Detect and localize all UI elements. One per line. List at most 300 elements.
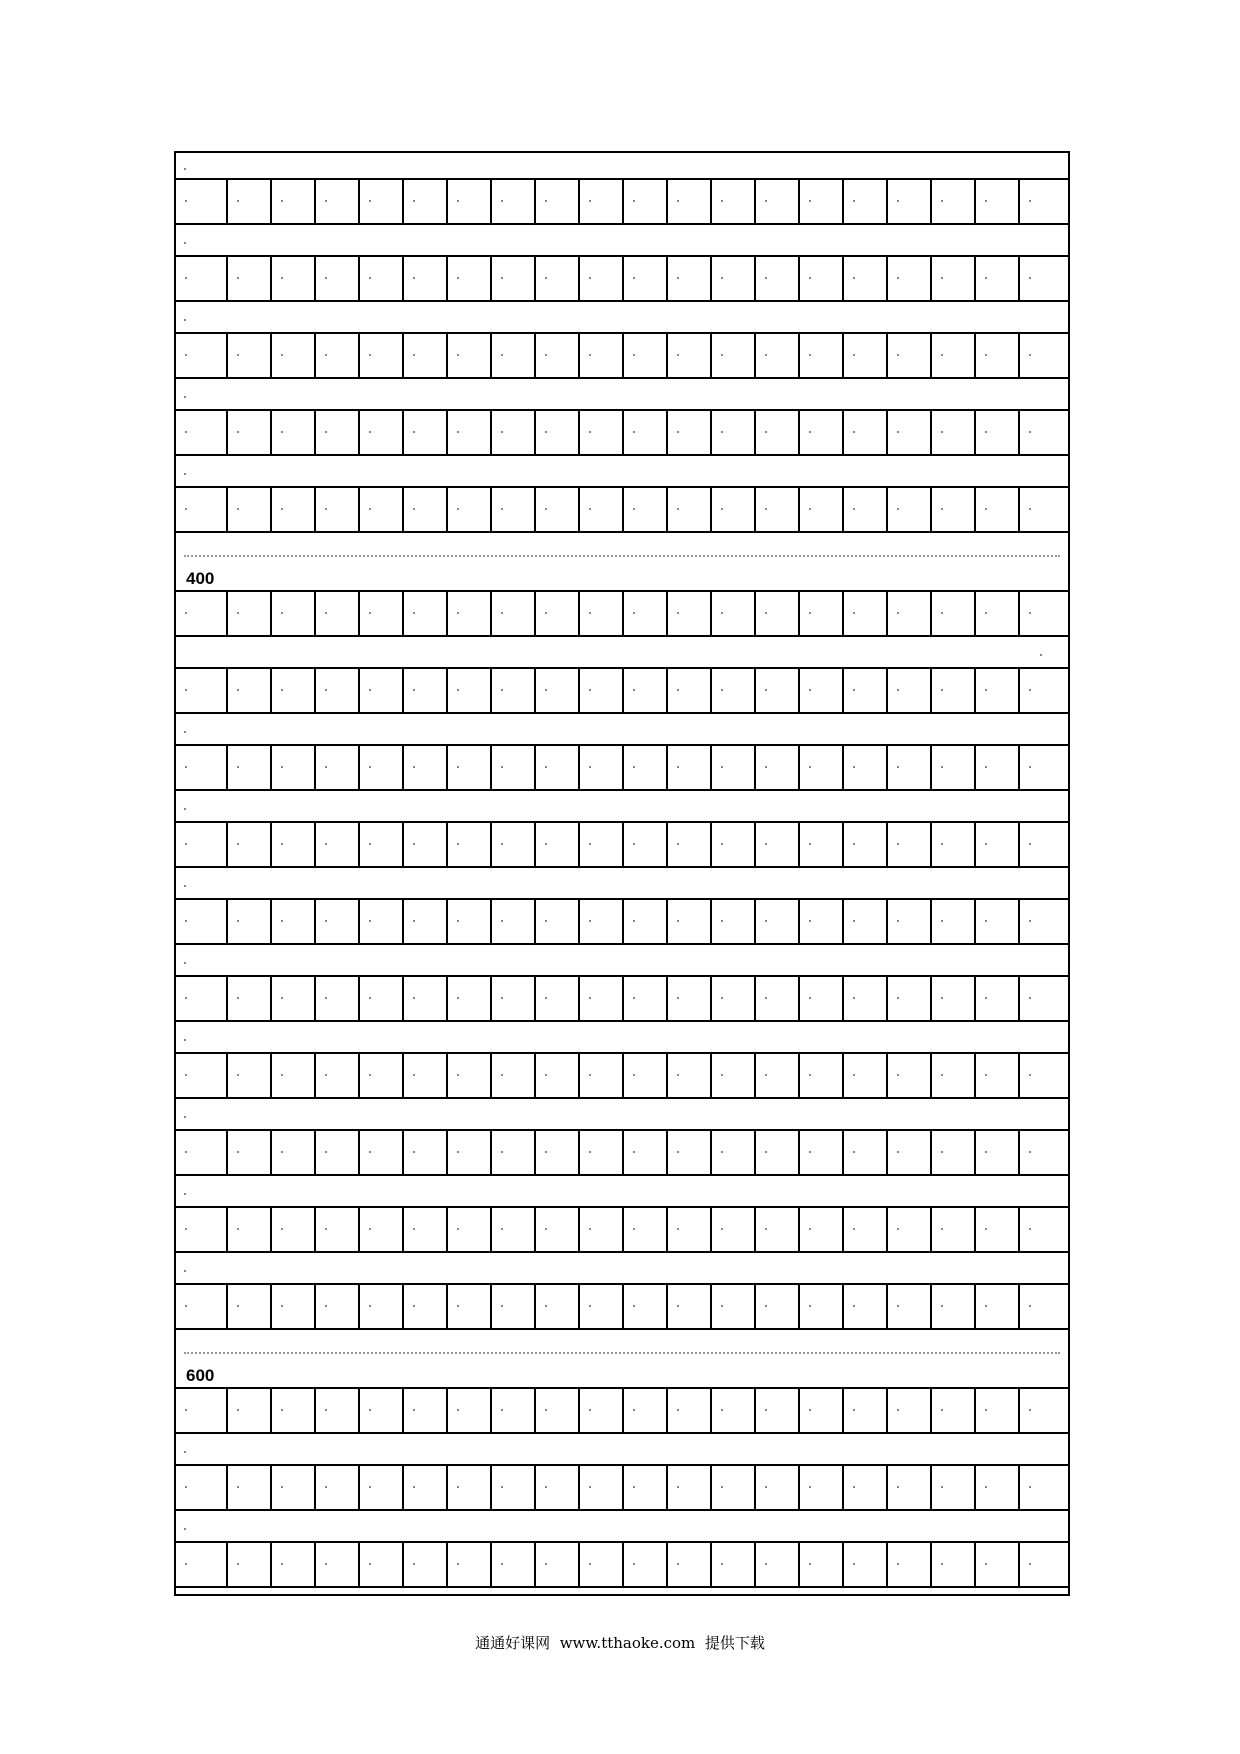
- grid-cell[interactable]: [316, 900, 360, 943]
- grid-cell[interactable]: [316, 669, 360, 712]
- grid-cell[interactable]: [228, 334, 272, 377]
- grid-cell[interactable]: [404, 1543, 448, 1586]
- grid-cell[interactable]: [888, 1208, 932, 1251]
- grid-cell[interactable]: [492, 334, 536, 377]
- grid-cell[interactable]: [536, 592, 580, 635]
- grid-cell[interactable]: [228, 1285, 272, 1328]
- grid-cell[interactable]: [712, 180, 756, 223]
- grid-cell[interactable]: [1020, 669, 1060, 712]
- grid-cell[interactable]: [932, 746, 976, 789]
- grid-cell[interactable]: [272, 592, 316, 635]
- grid-cell[interactable]: [404, 257, 448, 300]
- grid-cell[interactable]: [800, 823, 844, 866]
- grid-cell[interactable]: [800, 1208, 844, 1251]
- grid-cell[interactable]: [624, 592, 668, 635]
- grid-cell[interactable]: [1020, 488, 1060, 531]
- grid-cell[interactable]: [932, 1054, 976, 1097]
- grid-cell[interactable]: [272, 1285, 316, 1328]
- grid-cell[interactable]: [316, 1389, 360, 1432]
- grid-cell[interactable]: [404, 977, 448, 1020]
- grid-cell[interactable]: [492, 257, 536, 300]
- grid-cell[interactable]: [844, 1208, 888, 1251]
- grid-cell[interactable]: [844, 977, 888, 1020]
- grid-cell[interactable]: [712, 1389, 756, 1432]
- grid-cell[interactable]: [976, 488, 1020, 531]
- grid-cell[interactable]: [404, 1285, 448, 1328]
- grid-cell[interactable]: [844, 1054, 888, 1097]
- grid-cell[interactable]: [536, 257, 580, 300]
- grid-cell[interactable]: [536, 1131, 580, 1174]
- grid-cell[interactable]: [800, 900, 844, 943]
- grid-cell[interactable]: [448, 746, 492, 789]
- grid-cell[interactable]: [176, 1543, 228, 1586]
- grid-cell[interactable]: [492, 823, 536, 866]
- grid-cell[interactable]: [888, 669, 932, 712]
- grid-cell[interactable]: [536, 1054, 580, 1097]
- grid-cell[interactable]: [176, 900, 228, 943]
- grid-cell[interactable]: [932, 411, 976, 454]
- grid-cell[interactable]: [360, 592, 404, 635]
- grid-cell[interactable]: [800, 411, 844, 454]
- grid-cell[interactable]: [932, 334, 976, 377]
- grid-cell[interactable]: [448, 488, 492, 531]
- grid-cell[interactable]: [624, 1285, 668, 1328]
- grid-cell[interactable]: [580, 1054, 624, 1097]
- grid-cell[interactable]: [580, 746, 624, 789]
- grid-cell[interactable]: [668, 592, 712, 635]
- grid-cell[interactable]: [712, 334, 756, 377]
- grid-cell[interactable]: [1020, 1466, 1060, 1509]
- grid-cell[interactable]: [176, 746, 228, 789]
- grid-cell[interactable]: [668, 1466, 712, 1509]
- grid-cell[interactable]: [404, 411, 448, 454]
- grid-cell[interactable]: [580, 257, 624, 300]
- grid-cell[interactable]: [800, 334, 844, 377]
- grid-cell[interactable]: [712, 900, 756, 943]
- grid-cell[interactable]: [580, 1131, 624, 1174]
- grid-cell[interactable]: [404, 1131, 448, 1174]
- grid-cell[interactable]: [1020, 180, 1060, 223]
- grid-cell[interactable]: [1020, 1208, 1060, 1251]
- grid-cell[interactable]: [756, 411, 800, 454]
- grid-cell[interactable]: [668, 977, 712, 1020]
- grid-cell[interactable]: [448, 900, 492, 943]
- grid-cell[interactable]: [932, 1285, 976, 1328]
- grid-cell[interactable]: [668, 1208, 712, 1251]
- grid-cell[interactable]: [976, 411, 1020, 454]
- grid-cell[interactable]: [800, 1543, 844, 1586]
- grid-cell[interactable]: [448, 1054, 492, 1097]
- grid-cell[interactable]: [668, 257, 712, 300]
- grid-cell[interactable]: [888, 1466, 932, 1509]
- grid-cell[interactable]: [1020, 1285, 1060, 1328]
- grid-cell[interactable]: [272, 1208, 316, 1251]
- grid-cell[interactable]: [624, 977, 668, 1020]
- grid-cell[interactable]: [624, 488, 668, 531]
- grid-cell[interactable]: [272, 257, 316, 300]
- grid-cell[interactable]: [228, 1131, 272, 1174]
- grid-cell[interactable]: [1020, 1389, 1060, 1432]
- grid-cell[interactable]: [800, 592, 844, 635]
- grid-cell[interactable]: [756, 592, 800, 635]
- grid-cell[interactable]: [624, 334, 668, 377]
- grid-cell[interactable]: [712, 977, 756, 1020]
- grid-cell[interactable]: [580, 592, 624, 635]
- grid-cell[interactable]: [316, 1285, 360, 1328]
- grid-cell[interactable]: [756, 669, 800, 712]
- grid-cell[interactable]: [932, 900, 976, 943]
- grid-cell[interactable]: [1020, 823, 1060, 866]
- grid-cell[interactable]: [360, 180, 404, 223]
- grid-cell[interactable]: [404, 180, 448, 223]
- grid-cell[interactable]: [932, 1131, 976, 1174]
- grid-cell[interactable]: [176, 1466, 228, 1509]
- grid-cell[interactable]: [1020, 746, 1060, 789]
- grid-cell[interactable]: [360, 1208, 404, 1251]
- grid-cell[interactable]: [492, 900, 536, 943]
- grid-cell[interactable]: [624, 1543, 668, 1586]
- grid-cell[interactable]: [228, 1054, 272, 1097]
- grid-cell[interactable]: [888, 488, 932, 531]
- grid-cell[interactable]: [888, 900, 932, 943]
- grid-cell[interactable]: [624, 1131, 668, 1174]
- grid-cell[interactable]: [316, 1054, 360, 1097]
- grid-cell[interactable]: [844, 1466, 888, 1509]
- grid-cell[interactable]: [492, 411, 536, 454]
- grid-cell[interactable]: [536, 669, 580, 712]
- grid-cell[interactable]: [668, 900, 712, 943]
- grid-cell[interactable]: [668, 334, 712, 377]
- grid-cell[interactable]: [668, 180, 712, 223]
- grid-cell[interactable]: [888, 1389, 932, 1432]
- grid-cell[interactable]: [1020, 592, 1060, 635]
- grid-cell[interactable]: [316, 180, 360, 223]
- grid-cell[interactable]: [580, 823, 624, 866]
- grid-cell[interactable]: [176, 977, 228, 1020]
- grid-cell[interactable]: [976, 1389, 1020, 1432]
- grid-cell[interactable]: [492, 1208, 536, 1251]
- grid-cell[interactable]: [1020, 334, 1060, 377]
- grid-cell[interactable]: [668, 1131, 712, 1174]
- grid-cell[interactable]: [844, 488, 888, 531]
- grid-cell[interactable]: [1020, 257, 1060, 300]
- grid-cell[interactable]: [404, 1466, 448, 1509]
- grid-cell[interactable]: [448, 669, 492, 712]
- grid-cell[interactable]: [272, 746, 316, 789]
- grid-cell[interactable]: [800, 977, 844, 1020]
- grid-cell[interactable]: [360, 1285, 404, 1328]
- grid-cell[interactable]: [932, 257, 976, 300]
- grid-cell[interactable]: [492, 669, 536, 712]
- grid-cell[interactable]: [580, 1285, 624, 1328]
- grid-cell[interactable]: [580, 411, 624, 454]
- grid-cell[interactable]: [404, 669, 448, 712]
- grid-cell[interactable]: [228, 488, 272, 531]
- grid-cell[interactable]: [492, 1466, 536, 1509]
- grid-cell[interactable]: [536, 900, 580, 943]
- grid-cell[interactable]: [888, 823, 932, 866]
- grid-cell[interactable]: [316, 1543, 360, 1586]
- grid-cell[interactable]: [624, 257, 668, 300]
- grid-cell[interactable]: [844, 411, 888, 454]
- grid-cell[interactable]: [228, 257, 272, 300]
- grid-cell[interactable]: [176, 411, 228, 454]
- grid-cell[interactable]: [888, 977, 932, 1020]
- grid-cell[interactable]: [360, 1131, 404, 1174]
- grid-cell[interactable]: [316, 411, 360, 454]
- grid-cell[interactable]: [176, 180, 228, 223]
- grid-cell[interactable]: [492, 488, 536, 531]
- grid-cell[interactable]: [756, 1389, 800, 1432]
- grid-cell[interactable]: [404, 746, 448, 789]
- grid-cell[interactable]: [1020, 1054, 1060, 1097]
- grid-cell[interactable]: [360, 669, 404, 712]
- grid-cell[interactable]: [624, 411, 668, 454]
- grid-cell[interactable]: [712, 746, 756, 789]
- grid-cell[interactable]: [316, 977, 360, 1020]
- grid-cell[interactable]: [976, 1054, 1020, 1097]
- grid-cell[interactable]: [448, 257, 492, 300]
- grid-cell[interactable]: [404, 488, 448, 531]
- grid-cell[interactable]: [888, 180, 932, 223]
- grid-cell[interactable]: [976, 334, 1020, 377]
- grid-cell[interactable]: [176, 1389, 228, 1432]
- grid-cell[interactable]: [228, 900, 272, 943]
- grid-cell[interactable]: [932, 1466, 976, 1509]
- grid-cell[interactable]: [404, 334, 448, 377]
- grid-cell[interactable]: [668, 1543, 712, 1586]
- grid-cell[interactable]: [712, 1285, 756, 1328]
- grid-cell[interactable]: [360, 334, 404, 377]
- grid-cell[interactable]: [360, 977, 404, 1020]
- grid-cell[interactable]: [624, 669, 668, 712]
- grid-cell[interactable]: [624, 900, 668, 943]
- grid-cell[interactable]: [756, 746, 800, 789]
- grid-cell[interactable]: [316, 488, 360, 531]
- grid-cell[interactable]: [624, 1466, 668, 1509]
- grid-cell[interactable]: [668, 488, 712, 531]
- grid-cell[interactable]: [176, 1285, 228, 1328]
- grid-cell[interactable]: [272, 823, 316, 866]
- grid-cell[interactable]: [316, 823, 360, 866]
- grid-cell[interactable]: [316, 1466, 360, 1509]
- grid-cell[interactable]: [228, 592, 272, 635]
- grid-cell[interactable]: [976, 746, 1020, 789]
- grid-cell[interactable]: [800, 488, 844, 531]
- grid-cell[interactable]: [888, 1285, 932, 1328]
- grid-cell[interactable]: [492, 1285, 536, 1328]
- grid-cell[interactable]: [404, 1389, 448, 1432]
- grid-cell[interactable]: [316, 1131, 360, 1174]
- grid-cell[interactable]: [536, 180, 580, 223]
- grid-cell[interactable]: [176, 592, 228, 635]
- grid-cell[interactable]: [316, 1208, 360, 1251]
- grid-cell[interactable]: [360, 746, 404, 789]
- grid-cell[interactable]: [888, 334, 932, 377]
- grid-cell[interactable]: [756, 1466, 800, 1509]
- grid-cell[interactable]: [712, 488, 756, 531]
- grid-cell[interactable]: [800, 1285, 844, 1328]
- grid-cell[interactable]: [976, 823, 1020, 866]
- grid-cell[interactable]: [932, 1543, 976, 1586]
- grid-cell[interactable]: [624, 180, 668, 223]
- grid-cell[interactable]: [668, 411, 712, 454]
- grid-cell[interactable]: [228, 823, 272, 866]
- grid-cell[interactable]: [888, 1131, 932, 1174]
- grid-cell[interactable]: [404, 1208, 448, 1251]
- grid-cell[interactable]: [800, 1466, 844, 1509]
- grid-cell[interactable]: [976, 1285, 1020, 1328]
- grid-cell[interactable]: [360, 1543, 404, 1586]
- grid-cell[interactable]: [448, 1389, 492, 1432]
- grid-cell[interactable]: [844, 1131, 888, 1174]
- grid-cell[interactable]: [404, 900, 448, 943]
- grid-cell[interactable]: [624, 746, 668, 789]
- grid-cell[interactable]: [536, 1208, 580, 1251]
- grid-cell[interactable]: [712, 1543, 756, 1586]
- grid-cell[interactable]: [404, 1054, 448, 1097]
- grid-cell[interactable]: [272, 1131, 316, 1174]
- grid-cell[interactable]: [316, 257, 360, 300]
- grid-cell[interactable]: [448, 1285, 492, 1328]
- grid-cell[interactable]: [272, 1054, 316, 1097]
- grid-cell[interactable]: [888, 411, 932, 454]
- grid-cell[interactable]: [176, 334, 228, 377]
- grid-cell[interactable]: [360, 823, 404, 866]
- grid-cell[interactable]: [844, 1285, 888, 1328]
- grid-cell[interactable]: [800, 180, 844, 223]
- grid-cell[interactable]: [932, 1389, 976, 1432]
- grid-cell[interactable]: [932, 1208, 976, 1251]
- grid-cell[interactable]: [176, 823, 228, 866]
- grid-cell[interactable]: [1020, 1543, 1060, 1586]
- grid-cell[interactable]: [536, 746, 580, 789]
- grid-cell[interactable]: [360, 257, 404, 300]
- grid-cell[interactable]: [976, 1543, 1020, 1586]
- grid-cell[interactable]: [404, 823, 448, 866]
- grid-cell[interactable]: [536, 823, 580, 866]
- grid-cell[interactable]: [272, 1466, 316, 1509]
- grid-cell[interactable]: [1020, 977, 1060, 1020]
- grid-cell[interactable]: [580, 334, 624, 377]
- grid-cell[interactable]: [976, 1208, 1020, 1251]
- grid-cell[interactable]: [976, 257, 1020, 300]
- grid-cell[interactable]: [756, 823, 800, 866]
- grid-cell[interactable]: [888, 746, 932, 789]
- grid-cell[interactable]: [976, 1131, 1020, 1174]
- grid-cell[interactable]: [932, 669, 976, 712]
- grid-cell[interactable]: [756, 1131, 800, 1174]
- grid-cell[interactable]: [1020, 411, 1060, 454]
- grid-cell[interactable]: [228, 746, 272, 789]
- grid-cell[interactable]: [272, 488, 316, 531]
- grid-cell[interactable]: [580, 900, 624, 943]
- grid-cell[interactable]: [492, 592, 536, 635]
- grid-cell[interactable]: [932, 180, 976, 223]
- grid-cell[interactable]: [1020, 1131, 1060, 1174]
- grid-cell[interactable]: [756, 1543, 800, 1586]
- grid-cell[interactable]: [668, 1285, 712, 1328]
- grid-cell[interactable]: [272, 977, 316, 1020]
- grid-cell[interactable]: [228, 180, 272, 223]
- grid-cell[interactable]: [404, 592, 448, 635]
- grid-cell[interactable]: [448, 1131, 492, 1174]
- grid-cell[interactable]: [756, 180, 800, 223]
- grid-cell[interactable]: [492, 1389, 536, 1432]
- grid-cell[interactable]: [448, 1466, 492, 1509]
- grid-cell[interactable]: [624, 1208, 668, 1251]
- grid-cell[interactable]: [800, 1389, 844, 1432]
- grid-cell[interactable]: [492, 1131, 536, 1174]
- grid-cell[interactable]: [536, 334, 580, 377]
- grid-cell[interactable]: [492, 180, 536, 223]
- grid-cell[interactable]: [844, 823, 888, 866]
- grid-cell[interactable]: [272, 1389, 316, 1432]
- grid-cell[interactable]: [976, 180, 1020, 223]
- grid-cell[interactable]: [800, 1054, 844, 1097]
- grid-cell[interactable]: [976, 592, 1020, 635]
- grid-cell[interactable]: [228, 977, 272, 1020]
- grid-cell[interactable]: [712, 1466, 756, 1509]
- grid-cell[interactable]: [668, 1389, 712, 1432]
- grid-cell[interactable]: [712, 411, 756, 454]
- grid-cell[interactable]: [272, 334, 316, 377]
- grid-cell[interactable]: [228, 1389, 272, 1432]
- grid-cell[interactable]: [536, 1466, 580, 1509]
- grid-cell[interactable]: [272, 669, 316, 712]
- grid-cell[interactable]: [888, 592, 932, 635]
- grid-cell[interactable]: [176, 669, 228, 712]
- grid-cell[interactable]: [580, 669, 624, 712]
- grid-cell[interactable]: [844, 592, 888, 635]
- grid-cell[interactable]: [756, 334, 800, 377]
- grid-cell[interactable]: [448, 592, 492, 635]
- grid-cell[interactable]: [756, 1285, 800, 1328]
- grid-cell[interactable]: [536, 1285, 580, 1328]
- grid-cell[interactable]: [844, 746, 888, 789]
- grid-cell[interactable]: [272, 900, 316, 943]
- grid-cell[interactable]: [932, 488, 976, 531]
- grid-cell[interactable]: [844, 180, 888, 223]
- grid-cell[interactable]: [668, 669, 712, 712]
- grid-cell[interactable]: [448, 334, 492, 377]
- grid-cell[interactable]: [176, 257, 228, 300]
- grid-cell[interactable]: [448, 180, 492, 223]
- grid-cell[interactable]: [360, 900, 404, 943]
- grid-cell[interactable]: [712, 669, 756, 712]
- grid-cell[interactable]: [536, 488, 580, 531]
- grid-cell[interactable]: [712, 592, 756, 635]
- grid-cell[interactable]: [536, 1543, 580, 1586]
- grid-cell[interactable]: [580, 180, 624, 223]
- grid-cell[interactable]: [448, 411, 492, 454]
- grid-cell[interactable]: [360, 411, 404, 454]
- grid-cell[interactable]: [624, 1054, 668, 1097]
- grid-cell[interactable]: [800, 669, 844, 712]
- grid-cell[interactable]: [492, 1054, 536, 1097]
- grid-cell[interactable]: [580, 977, 624, 1020]
- grid-cell[interactable]: [448, 1208, 492, 1251]
- grid-cell[interactable]: [360, 1466, 404, 1509]
- grid-cell[interactable]: [976, 669, 1020, 712]
- grid-cell[interactable]: [624, 1389, 668, 1432]
- grid-cell[interactable]: [228, 1466, 272, 1509]
- grid-cell[interactable]: [888, 257, 932, 300]
- grid-cell[interactable]: [492, 1543, 536, 1586]
- grid-cell[interactable]: [360, 488, 404, 531]
- grid-cell[interactable]: [624, 823, 668, 866]
- grid-cell[interactable]: [580, 1543, 624, 1586]
